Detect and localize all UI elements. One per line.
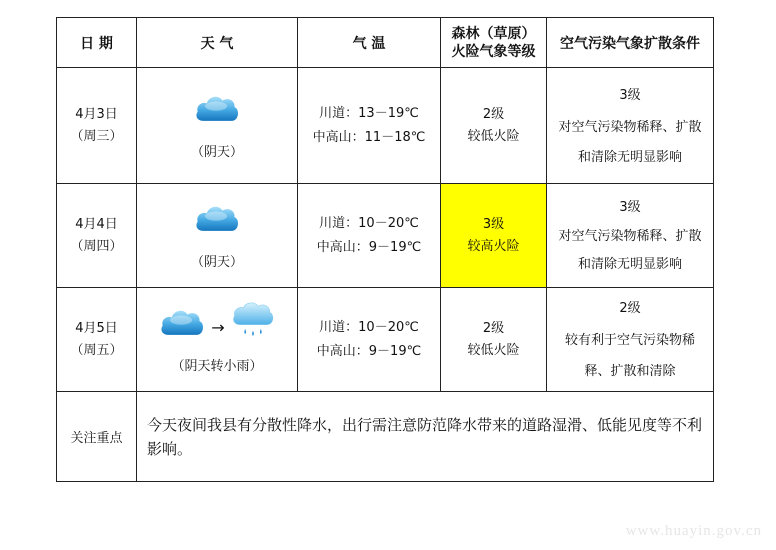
temp-mountain: 中高山：11－18℃ xyxy=(312,129,426,145)
fire-desc: 较高火险 xyxy=(467,238,520,254)
air-desc2: 和清除无明显影响 xyxy=(577,149,682,165)
date: 4月5日 xyxy=(75,320,118,336)
focus-text: 今天夜间我县有分散性降水，出行需注意防范降水带来的道路湿滑、低能见度等不利影响。 xyxy=(137,392,714,482)
date-cell xyxy=(57,288,137,392)
temp-cell xyxy=(298,68,441,184)
air-cell xyxy=(547,68,714,184)
air-level: 3级 xyxy=(619,199,641,215)
weekday: （周三） xyxy=(70,128,123,144)
focus-label: 关注重点 xyxy=(57,392,137,482)
air-level: 2级 xyxy=(619,300,641,316)
header-row xyxy=(57,18,714,68)
air-cell xyxy=(547,184,714,288)
weekday: （周四） xyxy=(70,238,123,254)
air-cell xyxy=(547,288,714,392)
fire-desc: 较低火险 xyxy=(467,128,520,144)
temp-valley: 川道：13－19℃ xyxy=(319,105,419,121)
weather-text: （阴天） xyxy=(190,254,243,270)
date-cell xyxy=(57,184,137,288)
date: 4月3日 xyxy=(75,106,118,122)
temp-valley: 川道：10－20℃ xyxy=(319,215,419,231)
rain-cloud-icon xyxy=(231,302,275,342)
cloud-icon xyxy=(194,92,240,124)
fire-level: 2级 xyxy=(482,106,505,122)
temp-valley: 川道：10－20℃ xyxy=(319,319,419,335)
air-desc1: 对空气污染物稀释、扩散 xyxy=(558,228,702,244)
cloud-icon xyxy=(194,202,240,234)
header-weather: 天 气 xyxy=(137,18,298,68)
watermark: www.huayin.gov.cn xyxy=(625,523,762,539)
header-temp: 气 温 xyxy=(298,18,441,68)
air-level: 3级 xyxy=(619,87,641,103)
fire-desc: 较低火险 xyxy=(467,342,520,358)
temp-mountain: 中高山：9－19℃ xyxy=(316,239,422,255)
air-desc1: 较有利于空气污染物稀 xyxy=(564,332,695,348)
fire-level: 3级 xyxy=(482,216,505,232)
table-row xyxy=(57,288,714,392)
header-air-diffusion: 空气污染气象扩散条件 xyxy=(547,18,714,68)
header-fire-risk xyxy=(441,18,547,68)
weather-cell xyxy=(137,184,298,288)
weather-cell xyxy=(137,68,298,184)
air-desc2: 释、扩散和清除 xyxy=(584,363,676,379)
weather-text: （阴天转小雨） xyxy=(171,358,263,374)
weather-text: （阴天） xyxy=(190,144,243,160)
date-cell xyxy=(57,68,137,184)
fire-risk-cell xyxy=(441,68,547,184)
fire-risk-cell xyxy=(441,288,547,392)
forecast-table xyxy=(56,17,714,482)
header-fire-line1: 森林（草原） xyxy=(451,25,536,42)
temp-cell xyxy=(298,184,441,288)
weather-cell xyxy=(137,288,298,392)
table-row xyxy=(57,68,714,184)
air-desc1: 对空气污染物稀释、扩散 xyxy=(558,119,702,135)
temp-mountain: 中高山：9－19℃ xyxy=(316,343,422,359)
focus-row xyxy=(57,392,714,482)
weekday: （周五） xyxy=(70,342,123,358)
date: 4月4日 xyxy=(75,216,118,232)
header-fire-line2: 火险气象等级 xyxy=(451,43,536,60)
transition-arrow: → xyxy=(211,318,225,337)
cloud-icon xyxy=(159,306,205,338)
table-row xyxy=(57,184,714,288)
temp-cell xyxy=(298,288,441,392)
air-desc2: 和清除无明显影响 xyxy=(577,256,682,272)
header-date: 日 期 xyxy=(57,18,137,68)
fire-level: 2级 xyxy=(482,320,505,336)
fire-risk-cell-highlighted xyxy=(441,184,547,288)
